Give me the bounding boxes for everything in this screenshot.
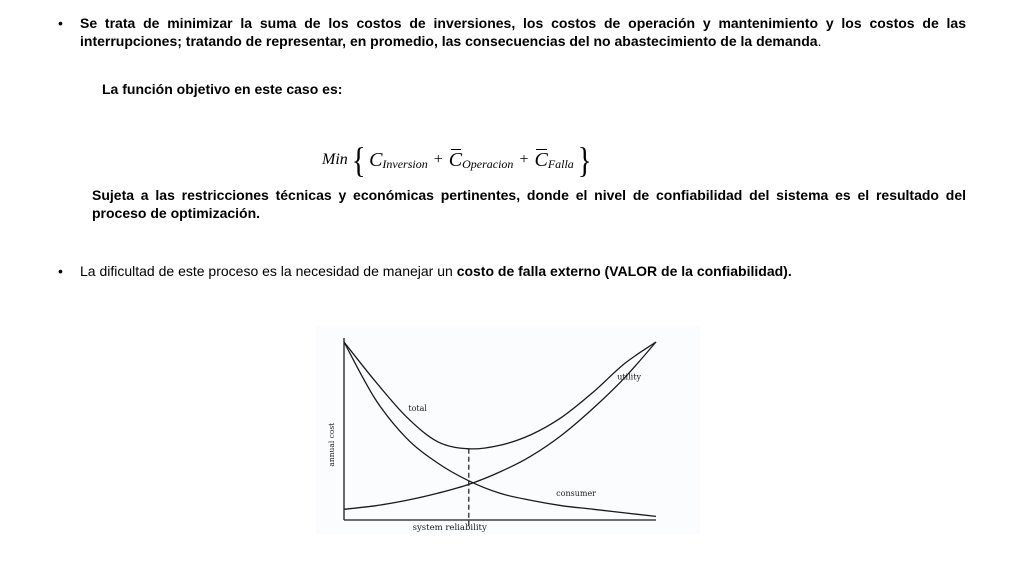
series-label-total: total [408, 403, 427, 413]
formula-open-brace: { [351, 140, 366, 180]
cost-reliability-chart [316, 326, 700, 534]
series-label-utility: utility [617, 372, 641, 382]
formula-min: Min [322, 151, 348, 168]
bullet-text-bold: Se trata de minimizar la suma de los costos de inversiones, los costos de operación y mantenimiento y los costos de las interrupciones; tratando de representar, en promedio, las consecuencias del no abastecimiento de la demanda [80, 15, 966, 49]
formula-c-operacion: C [448, 148, 463, 171]
series-line-total [344, 342, 656, 449]
bullet-symbol: • [58, 263, 63, 279]
objective-label: La función objetivo en este caso es: [102, 81, 343, 97]
bullet-text-normal: La dificultad de este proceso es la necesidad de manejar un [80, 263, 457, 279]
bullet-text-bold: costo de falla externo (VALOR de la confiabilidad). [456, 263, 792, 279]
formula-close-brace: } [577, 140, 592, 180]
series-line-utility [344, 342, 656, 509]
formula-sub-falla: Falla [547, 156, 574, 171]
bullet-text [80, 262, 792, 280]
y-axis-label: annual cost [327, 422, 336, 467]
formula-sub-inversion: Inversion [382, 156, 428, 171]
bullet-symbol: • [58, 15, 63, 31]
bullet-difficulty [58, 262, 966, 280]
chart-series [344, 342, 656, 526]
formula-plus-1: + [433, 151, 443, 168]
subject-text: Sujeta a las restricciones técnicas y económicas pertinentes, donde el nivel de confiabilidad del sistema es el resultado del proceso de optimización. [92, 187, 966, 221]
objective-formula [322, 140, 595, 180]
formula-c-inversion: C [369, 148, 383, 171]
series-label-consumer: consumer [556, 488, 597, 498]
bullet-text-end: . [817, 33, 822, 49]
x-axis-label: system reliability [412, 523, 487, 533]
bullet-minimize-costs [58, 14, 966, 50]
formula-c-falla: C [534, 148, 548, 171]
formula-sub-operacion: Operacion [462, 156, 514, 171]
series-line-consumer [344, 342, 656, 516]
formula-plus-2: + [519, 151, 529, 168]
bullet-text [80, 14, 966, 50]
